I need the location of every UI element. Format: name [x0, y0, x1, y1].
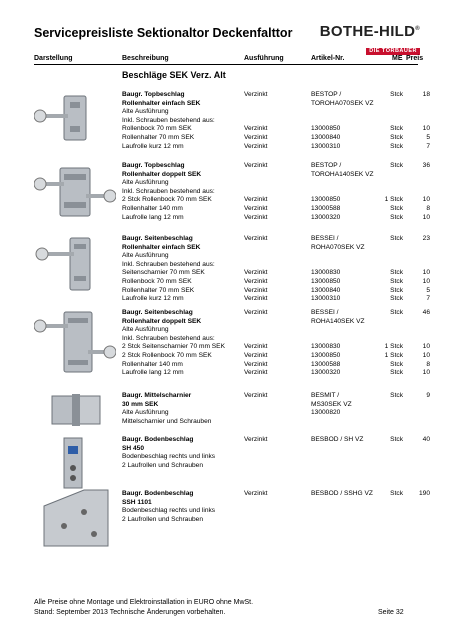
cell-preis: 5 [426, 286, 430, 294]
cell-desc: Baugr. Seitenbeschlag [122, 309, 193, 316]
cell-desc: Baugr. Topbeschlag [122, 162, 185, 169]
cell-preis: 7 [426, 295, 430, 303]
cell-desc: Inkl. Schrauben bestehend aus: [122, 187, 215, 195]
cell-preis: 8 [426, 205, 430, 212]
mittelscharnier-image [34, 390, 116, 430]
cell-me: 1 Stck [384, 196, 403, 204]
cell-ausfuehrung: Verzinkt [244, 205, 268, 212]
cell-preis: 10 [422, 278, 430, 285]
cell-preis: 10 [422, 343, 430, 351]
cell-artikel: BESMIT / [311, 392, 340, 399]
cell-desc: 2 Laufrollen und Schrauben [122, 461, 204, 469]
cell-ausfuehrung: Verzinkt [244, 343, 268, 351]
cell-preis [406, 461, 430, 470]
cell-desc: Laufrolle lang 12 mm [122, 369, 184, 377]
cell-ausfuehrung: Verzinkt [244, 352, 268, 359]
cell-artikel: 13000820 [311, 409, 341, 417]
cell-desc: Alte Ausführung [122, 179, 169, 187]
cell-ausfuehrung: Verzinkt [244, 162, 268, 169]
cell-preis: 36 [422, 162, 430, 169]
cell-me [381, 461, 403, 470]
cell-me: Stck [390, 142, 403, 150]
seitenbeschlag-double-image [34, 306, 116, 381]
cell-desc: Rollenhalter einfach SEK [122, 243, 201, 251]
cell-artikel: TOROHA070SEK VZ [311, 99, 374, 107]
footer-stand: Stand: September 2013 Technische Änderungen vorbehalten. [34, 609, 226, 616]
cell-preis: 46 [422, 309, 430, 316]
cell-ausfuehrung: Verzinkt [244, 134, 268, 141]
cell-desc: Mittelscharnier und Schrauben [122, 417, 212, 425]
cell-me: Stck [390, 436, 403, 443]
cell-preis: 7 [426, 142, 430, 150]
cell-me: Stck [390, 369, 403, 377]
cell-desc: Laufrolle kurz 12 mm [122, 295, 184, 303]
cell-me: Stck [390, 205, 403, 212]
cell-desc: Baugr. Bodenbeschlag [122, 490, 194, 497]
cell-artikel: 13000830 [311, 343, 341, 351]
cell-desc: Laufrolle kurz 12 mm [122, 142, 184, 150]
cell-me: Stck [390, 490, 403, 497]
cell-preis: 10 [422, 196, 430, 204]
cell-ausfuehrung: Verzinkt [244, 278, 268, 285]
cell-artikel: BESTOP / [311, 162, 342, 169]
cell-me: Stck [390, 269, 403, 277]
cell-me: Stck [390, 360, 403, 368]
cell-desc: Rollenhalter doppelt SEK [122, 170, 202, 178]
cell-ausfuehrung: Verzinkt [244, 235, 268, 242]
cell-desc: Inkl. Schrauben bestehend aus: [122, 260, 215, 268]
cell-desc: Rollenhalter einfach SEK [122, 99, 201, 107]
cell-artikel: 13000320 [311, 369, 341, 377]
cell-ausfuehrung: Verzinkt [244, 142, 268, 150]
cell-artikel: MS30SEK VZ [311, 400, 352, 408]
cell-me: Stck [390, 309, 403, 316]
cell-artikel: ROHA140SEK VZ [311, 317, 365, 325]
topbeschlag-double-image [34, 160, 116, 225]
cell-artikel: BESBOD / SSHG VZ [311, 490, 373, 497]
cell-ausfuehrung: Verzinkt [244, 436, 268, 443]
cell-artikel: BESSEI / [311, 309, 339, 316]
col-ausfuehrung: Ausführung [244, 55, 284, 62]
cell-artikel: 13000850 [311, 196, 341, 204]
cell-desc: Inkl. Schrauben bestehend aus: [122, 334, 215, 342]
cell-artikel: BESTOP / [311, 91, 342, 98]
cell-ausfuehrung: Verzinkt [244, 125, 268, 133]
cell-desc: Alte Ausführung [122, 326, 169, 334]
cell-artikel: 13000840 [311, 286, 341, 294]
col-artikel: Artikel-Nr. [311, 55, 345, 62]
cell-artikel: 13000850 [311, 125, 341, 133]
cell-desc: Baugr. Mittelscharnier [122, 392, 192, 399]
cell-desc: 2 Laufrollen und Schrauben [122, 515, 204, 523]
cell-desc: Rollenhalter 140 mm [122, 360, 183, 368]
cell-me: Stck [390, 392, 403, 399]
cell-preis: 5 [426, 134, 430, 141]
cell-ausfuehrung: Verzinkt [244, 213, 268, 221]
cell-desc: Rollenhalter 70 mm SEK [122, 134, 195, 141]
cell-me: 1 Stck [384, 352, 403, 359]
cell-ausfuehrung: Verzinkt [244, 295, 268, 303]
footer-note: Alle Preise ohne Montage und Elektroinstallation in EURO ohne MwSt. [34, 599, 254, 606]
cell-ausfuehrung: Verzinkt [244, 392, 268, 399]
cell-preis: 190 [418, 490, 430, 497]
logo-sub-text: DIE TORBAUER [366, 48, 420, 55]
cell-desc: Laufrolle lang 12 mm [122, 213, 184, 221]
page-number: Seite 32 [378, 609, 404, 616]
cell-desc: Bodenbeschlag rechts und links [122, 507, 216, 515]
cell-me: Stck [390, 91, 403, 98]
page-title: Servicepreisliste Sektionaltor Deckenfalttor [34, 26, 293, 40]
brand-logo [320, 22, 420, 57]
cell-me: Stck [390, 235, 403, 242]
cell-artikel: 13000588 [311, 205, 341, 212]
cell-preis: 40 [422, 436, 430, 443]
cell-preis: 10 [422, 213, 430, 221]
cell-me: Stck [390, 295, 403, 303]
cell-me [381, 515, 403, 524]
cell-desc: Inkl. Schrauben bestehend aus: [122, 116, 215, 124]
cell-artikel: 13000850 [311, 278, 341, 285]
cell-preis: 23 [422, 235, 430, 242]
cell-ausfuehrung: Verzinkt [244, 196, 268, 204]
cell-me: Stck [390, 162, 403, 169]
cell-artikel: 13000850 [311, 352, 341, 359]
cell-me: Stck [390, 278, 403, 285]
cell-preis: 10 [422, 352, 430, 359]
seitenbeschlag-single-image [34, 232, 116, 297]
cell-preis: 9 [426, 392, 430, 399]
cell-desc: Seitenscharnier 70 mm SEK [122, 269, 205, 277]
cell-preis [406, 515, 430, 524]
cell-ausfuehrung: Verzinkt [244, 309, 268, 316]
bodenbeschlag-ssh1101-image [34, 486, 116, 552]
cell-ausfuehrung: Verzinkt [244, 269, 268, 277]
col-me: ME [392, 55, 403, 62]
cell-desc: 2 Stck Seitenscharnier 70 mm SEK [122, 343, 225, 351]
cell-desc: 30 mm SEK [122, 400, 159, 408]
col-darstellung: Darstellung [34, 55, 73, 62]
cell-preis: 10 [422, 269, 430, 277]
cell-desc: Rollenbock 70 mm SEK [122, 278, 192, 285]
cell-artikel: 13000310 [311, 142, 341, 150]
cell-me: 1 Stck [384, 343, 403, 351]
cell-artikel: 13000840 [311, 134, 341, 141]
cell-desc: Rollenhalter 140 mm [122, 205, 183, 212]
cell-desc: Alte Ausführung [122, 409, 169, 417]
cell-desc: 2 Stck Rollenbock 70 mm SEK [122, 352, 212, 359]
cell-ausfuehrung: Verzinkt [244, 91, 268, 98]
cell-desc: SSH 1101 [122, 498, 152, 506]
logo-main-text: BOTHE-HILD® [319, 23, 420, 40]
cell-desc: Baugr. Seitenbeschlag [122, 235, 193, 242]
cell-ausfuehrung: Verzinkt [244, 369, 268, 377]
section-title: Beschläge SEK Verz. Alt [122, 70, 226, 80]
col-preis: Preis [406, 55, 424, 62]
cell-preis: 18 [422, 91, 430, 98]
cell-ausfuehrung: Verzinkt [244, 286, 268, 294]
cell-me [381, 417, 403, 426]
cell-artikel: TOROHA140SEK VZ [311, 170, 374, 178]
cell-ausfuehrung: Verzinkt [244, 490, 268, 497]
cell-artikel: BESSEI / [311, 235, 339, 242]
cell-artikel: 13000588 [311, 360, 341, 368]
table-header [34, 55, 424, 65]
cell-preis: 8 [426, 360, 430, 368]
topbeschlag-single-image [34, 88, 116, 150]
cell-desc: Rollenhalter doppelt SEK [122, 317, 202, 325]
cell-artikel: 13000310 [311, 295, 341, 303]
cell-desc: Baugr. Bodenbeschlag [122, 436, 194, 443]
cell-artikel: 13000830 [311, 269, 341, 277]
cell-desc: Rollenhalter 70 mm SEK [122, 286, 195, 294]
cell-desc: Baugr. Topbeschlag [122, 91, 185, 98]
cell-preis [406, 417, 430, 426]
cell-preis: 10 [422, 125, 430, 133]
cell-desc: Bodenbeschlag rechts und links [122, 453, 216, 461]
cell-ausfuehrung: Verzinkt [244, 360, 268, 368]
cell-desc: Rollenbock 70 mm SEK [122, 125, 192, 133]
cell-me: Stck [390, 125, 403, 133]
cell-desc: 2 Stck Rollenbock 70 mm SEK [122, 196, 212, 204]
cell-artikel: 13000320 [311, 213, 341, 221]
bodenbeschlag-sh450-image [34, 434, 116, 494]
cell-artikel: ROHA070SEK VZ [311, 243, 365, 251]
cell-artikel: BESBOD / SH VZ [311, 436, 364, 443]
cell-me: Stck [390, 286, 403, 294]
cell-me: Stck [390, 134, 403, 141]
col-beschreibung: Beschreibung [122, 55, 169, 62]
cell-desc: SH 450 [122, 444, 144, 452]
cell-desc: Alte Ausführung [122, 108, 169, 116]
cell-desc: Alte Ausführung [122, 252, 169, 260]
cell-me: Stck [390, 213, 403, 221]
cell-preis: 10 [422, 369, 430, 377]
